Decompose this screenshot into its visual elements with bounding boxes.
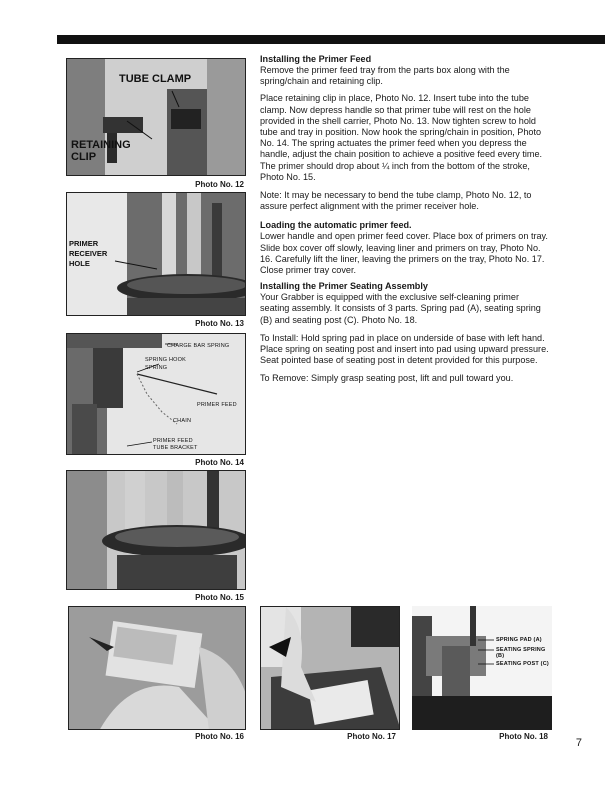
seating-p3: To Remove: Simply grasp seating post, lift and pull toward you. bbox=[260, 373, 514, 384]
caption-photo-13: Photo No. 13 bbox=[195, 319, 244, 328]
photo-15 bbox=[66, 470, 246, 590]
photo-18 bbox=[412, 606, 552, 730]
primer-feed-p2: Place retaining clip in place, Photo No. 12. Insert tube into the tube clamp. Now depress handle so that primer tube will rest on the hole provided in the shell carrier, Photo No. 13. Now tighten screw to hold tube and tray in position. Now hook the spring/chain in position, Photo No. 14. The spring actuates the primer feed when you depress the handle, adjust the chain position to achieve a positive feed every time. The primer should drop about ¼ inch from the bottom of the stroke, Photo No. 15. bbox=[260, 93, 543, 182]
seating-p2: To Install: Hold spring pad in place on underside of base with left hand. Place spring on seating post and insert into pad using upward pressure. Seat pointed base of seating post in detent provided for this purpose. bbox=[260, 332, 549, 366]
caption-photo-16: Photo No. 16 bbox=[195, 732, 244, 741]
label-tube-bracket: TUBE BRACKET bbox=[153, 445, 198, 451]
photo-12 bbox=[66, 58, 246, 176]
primer-feed-note: Note: It may be necessary to bend the tube clamp, Photo No. 12, to assure perfect alignment with the primer receiver hole. bbox=[260, 190, 532, 212]
header-rule bbox=[57, 35, 605, 44]
photo-16 bbox=[68, 606, 246, 730]
label-clip: CLIP bbox=[71, 151, 97, 163]
primer-feed-p1: Remove the primer feed tray from the parts box along with the spring/chain and retaining clip. bbox=[260, 65, 510, 87]
label-spring-pad: SPRING PAD (A) bbox=[496, 637, 542, 643]
label-receiver: RECEIVER bbox=[69, 249, 108, 258]
caption-photo-17: Photo No. 17 bbox=[347, 732, 396, 741]
label-primer-feed-tube: PRIMER FEED bbox=[153, 438, 193, 444]
heading-loading: Loading the automatic primer feed. bbox=[260, 220, 412, 231]
photo-17 bbox=[260, 606, 400, 730]
label-primer: PRIMER bbox=[69, 239, 99, 248]
label-chain: CHAIN bbox=[173, 418, 192, 424]
caption-photo-14: Photo No. 14 bbox=[195, 458, 244, 467]
heading-seating: Installing the Primer Seating Assembly bbox=[260, 281, 428, 292]
label-hole: HOLE bbox=[69, 259, 90, 268]
label-seating-spring: SEATING SPRING (B) bbox=[496, 647, 546, 659]
label-spring-hook: SPRING HOOK bbox=[145, 357, 187, 363]
label-primer-feed: PRIMER FEED bbox=[197, 402, 237, 408]
label-seating-post: SEATING POST (C) bbox=[496, 661, 549, 667]
label-spring: SPRING bbox=[145, 365, 168, 371]
caption-photo-15: Photo No. 15 bbox=[195, 593, 244, 602]
loading-p1: Lower handle and open primer feed cover. Place box of primers on tray. Slide box cover off slowly, leaving liner and primers on tray, Photo No. 16. Carefully lift the liner, leaving the primers on the tray, Photo No. 17. Close primer tray cover. bbox=[260, 231, 548, 276]
photo-13 bbox=[66, 192, 246, 316]
heading-primer-feed: Installing the Primer Feed bbox=[260, 54, 372, 64]
seating-p1: Your Grabber is equipped with the exclusive self-cleaning primer seating assembly. It consists of 3 parts. Spring pad (A), seating spring (B) and seating post (C). Photo No. 18. bbox=[260, 292, 541, 325]
text-column bbox=[260, 54, 550, 385]
label-retaining: RETAINING bbox=[71, 139, 131, 151]
caption-photo-12: Photo No. 12 bbox=[195, 180, 244, 189]
page-number: 7 bbox=[575, 737, 582, 749]
label-tube-clamp: TUBE CLAMP bbox=[119, 73, 192, 85]
photo-14 bbox=[66, 333, 246, 455]
label-charge-bar-spring: CHARGE BAR SPRING bbox=[167, 343, 230, 349]
caption-photo-18: Photo No. 18 bbox=[499, 732, 548, 741]
